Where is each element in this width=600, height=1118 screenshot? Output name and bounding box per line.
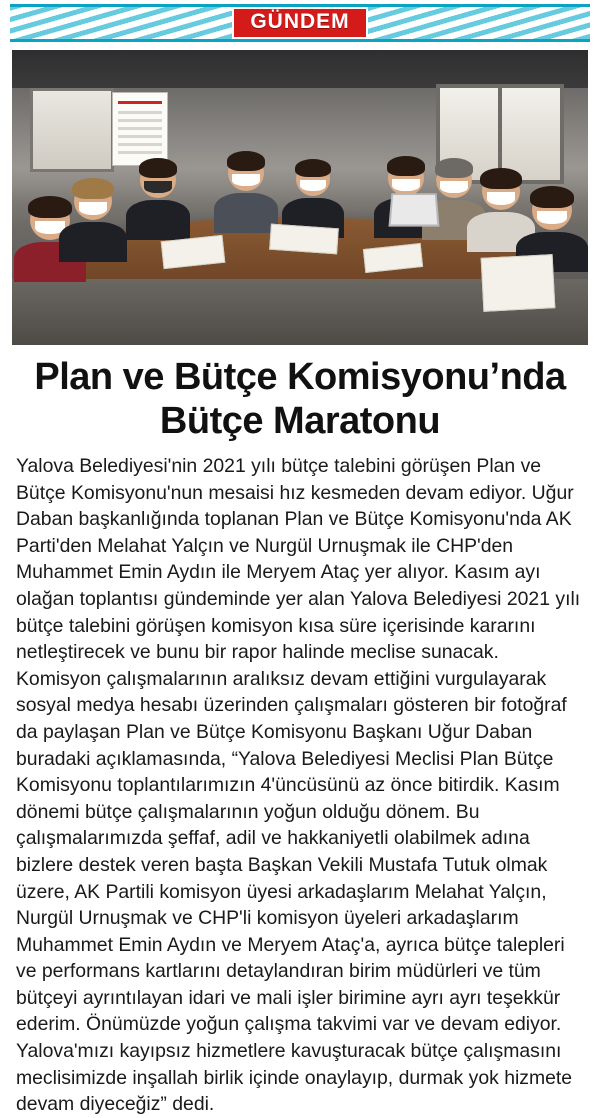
photo-person (74, 182, 112, 262)
photo-person (482, 172, 520, 252)
photo-laptop (388, 193, 439, 226)
article-body-text: Yalova Belediyesi'nin 2021 yılı bütçe talebini görüşen Plan ve Bütçe Komisyonu'nun mesaisi hız kesmeden devam ediyor. Uğur Daban başkanlığında toplanan Plan ve Bütçe Komisyonu'nda AK Parti'den Melahat Yalçın ve Nurgül Urnuşmak ile CHP'den Muhammet Emin Aydın ile Meryem Ataç yer alıyor. Kasım ayı olağan toplantısı gündeminde yer alan Yalova Belediyesi 2021 yılı bütçe talebini görüşen komisyon kısa süre içerisinde kararını netleştirecek ve bunu bir rapor halinde meclise sunacak. Komisyon çalışmalarının aralıksız devam ettiğini vurgulayarak sosyal medya hesabı üzerinden çalışmaları gösteren bir fotoğraf da paylaşan Plan ve Bütçe Komisyonu Başkanı Uğur Daban buradaki açıklamasında, “Yalova Belediyesi Meclisi Plan Bütçe Komisyonu toplantılarımızın 4'üncüsünü az önce bitirdik. Kasım dönemi bütçe çalışmalarının yoğun olduğu dönem. Bu çalışmalarımızda şeffaf, adil ve hakkaniyetli olabilmek adına bizlere destek veren başta Başkan Vekili Mustafa Tutuk olmak üzere, AK Partili komisyon üyesi arkadaşlarım Melahat Yalçın, Nurgül Urnuşmak ve CHP'li komisyon üyeleri arkadaşlarım Muhammet Emin Aydın ve Meryem Ataç'a, ayrıca bütçe talepleri ve performans kartlarını detaylandıran birim müdürleri ve tüm bütçeyi ayrıntılayan idari ve mali işler birimine ayrı ayrı teşekkür ederim. Önümüzde yoğun çalışma takvimi var ve devam ediyor. Yalova'mızı kayıpsız hizmetlere kavuşturacak bütçe çalışmasını meclisimizde inşallah birlik içinde onaylayıp, durmak yok hizmete devam diyeceğiz” dedi. (16, 455, 581, 1116)
headline-line-2: Bütçe Maratonu (159, 400, 441, 442)
photo-window-left (30, 88, 114, 172)
headline-line-1: Plan ve Bütçe Komisyonu’nda (34, 356, 566, 398)
photo-papers (269, 224, 339, 255)
photo-scene (12, 50, 588, 345)
section-banner (10, 4, 590, 42)
section-banner-label: GÜNDEM (232, 7, 367, 39)
photo-person (228, 155, 264, 233)
newspaper-page (0, 4, 600, 1116)
photo-wall-poster (112, 92, 168, 166)
article-photo (12, 50, 588, 345)
photo-ceiling (12, 50, 588, 88)
photo-papers (481, 254, 556, 312)
article-body (16, 453, 586, 1118)
article-headline (14, 355, 586, 443)
photo-person (140, 162, 176, 240)
